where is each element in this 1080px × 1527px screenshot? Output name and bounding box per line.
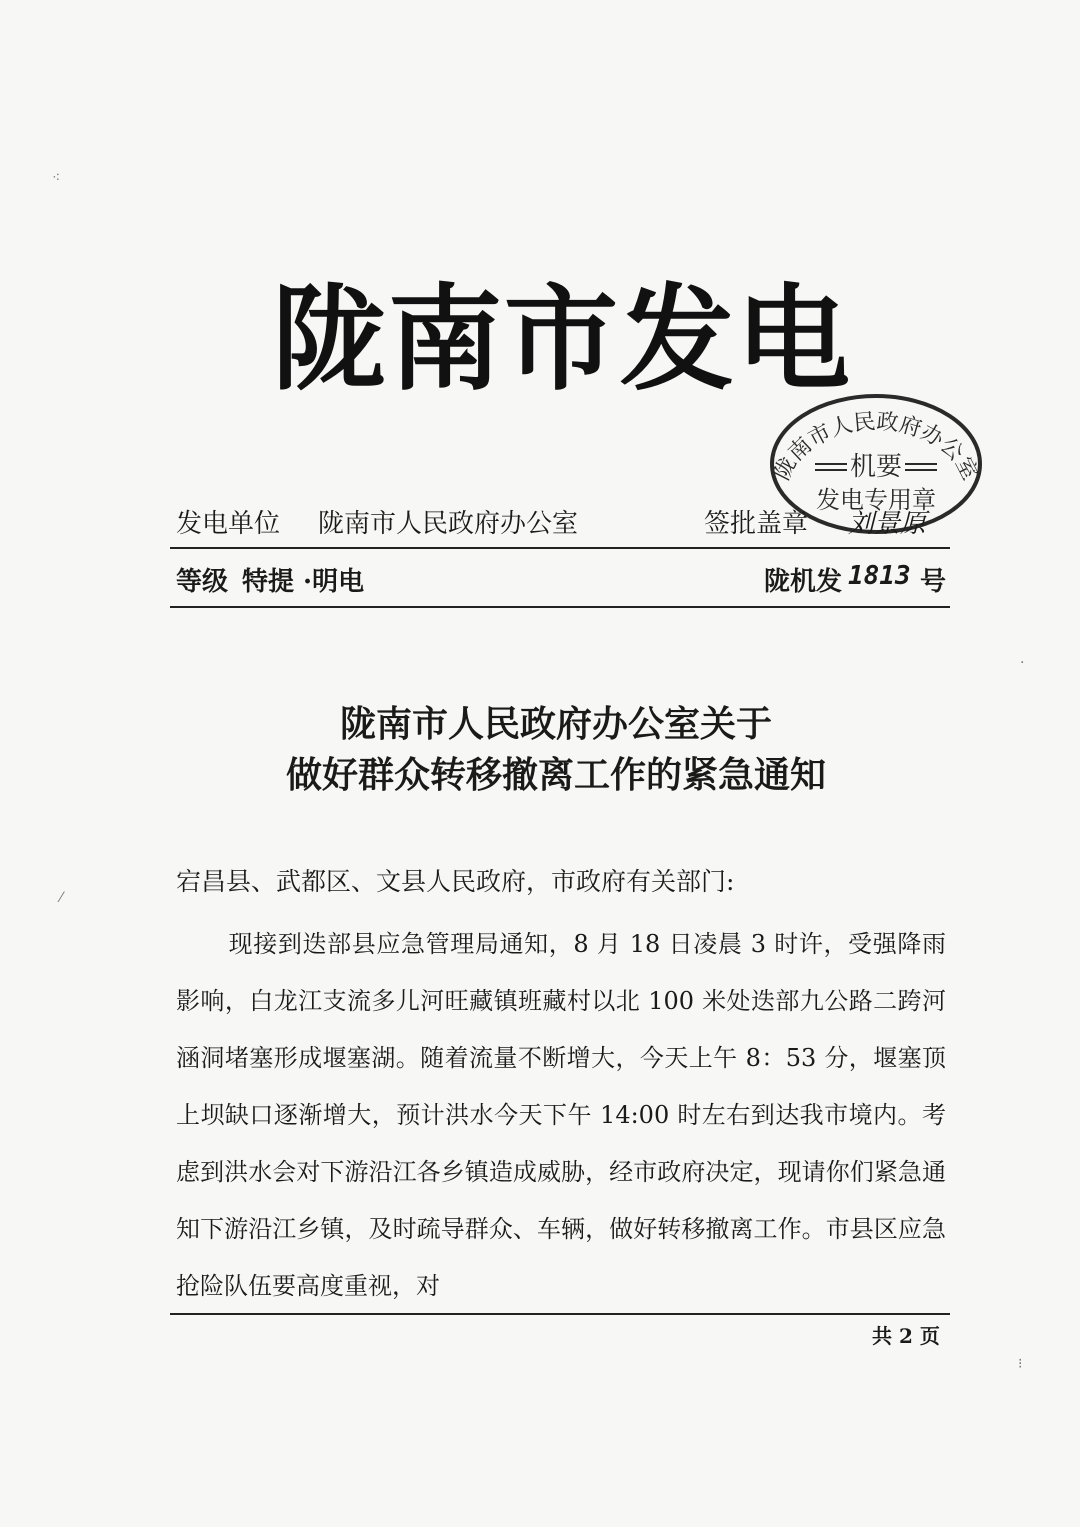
header-divider-2 xyxy=(170,606,950,608)
seal-arc-text: 陇南市人民政府办公室 xyxy=(769,409,983,485)
scan-speck: ⁖ xyxy=(52,170,61,186)
document-title-line1: 陇南市人民政府办公室关于 xyxy=(339,703,772,745)
doc-number-prefix: 陇机发 xyxy=(764,567,843,597)
header-divider-1 xyxy=(170,547,950,549)
scan-speck: · xyxy=(1020,655,1025,671)
sender-value: 陇南市人民政府办公室 xyxy=(318,509,579,539)
grade-row xyxy=(176,561,946,595)
approval-signature: 刘景原 xyxy=(848,509,927,539)
masthead-title: 陇南市发电 xyxy=(272,272,853,406)
footer-divider xyxy=(170,1313,950,1315)
body-paragraph xyxy=(176,916,946,1315)
scan-speck: ⁄ xyxy=(60,890,63,906)
salutation: 宕昌县、武都区、文县人民政府，市政府有关部门: xyxy=(176,867,735,896)
doc-number-suffix: 号 xyxy=(920,567,947,597)
body-text: 现接到迭部县应急管理局通知，8 月 18 日凌晨 3 时许，受强降雨影响，白龙江支流多儿河旺藏镇班藏村以北 100 米处迭部九公路二跨河涵洞堵塞形成堰塞湖。随着流量不断增大，今天上午 8：53 分，堰塞顶上坝缺口逐渐增大，预计洪水今天下午 14:00 时左右到达我市境内。考虑到洪水会对下游沿江各乡镇造成威胁，经市政府决定，现请你们紧急通知下游沿江乡镇，及时疏导群众、车辆，做好转移撤离工作。市县区应急抢险队伍要高度重视，对 xyxy=(176,930,946,1300)
page-count: 共 2 页 xyxy=(872,1324,940,1348)
grade-label: 等级 xyxy=(176,567,229,597)
grade-value: 特提 ·明电 xyxy=(242,567,365,597)
seal-bottom-text: 发电专用章 xyxy=(816,486,936,514)
sender-label: 发电单位 xyxy=(176,509,281,539)
doc-number-value: 1813 xyxy=(848,561,911,591)
approval-label: 签批盖章 xyxy=(704,509,809,539)
sender-row xyxy=(176,503,946,537)
seal-middle-text: 机要 xyxy=(849,452,903,482)
document-title-line2: 做好群众转移撤离工作的紧急通知 xyxy=(285,754,826,796)
scan-speck: ⁝ xyxy=(1018,1356,1023,1372)
